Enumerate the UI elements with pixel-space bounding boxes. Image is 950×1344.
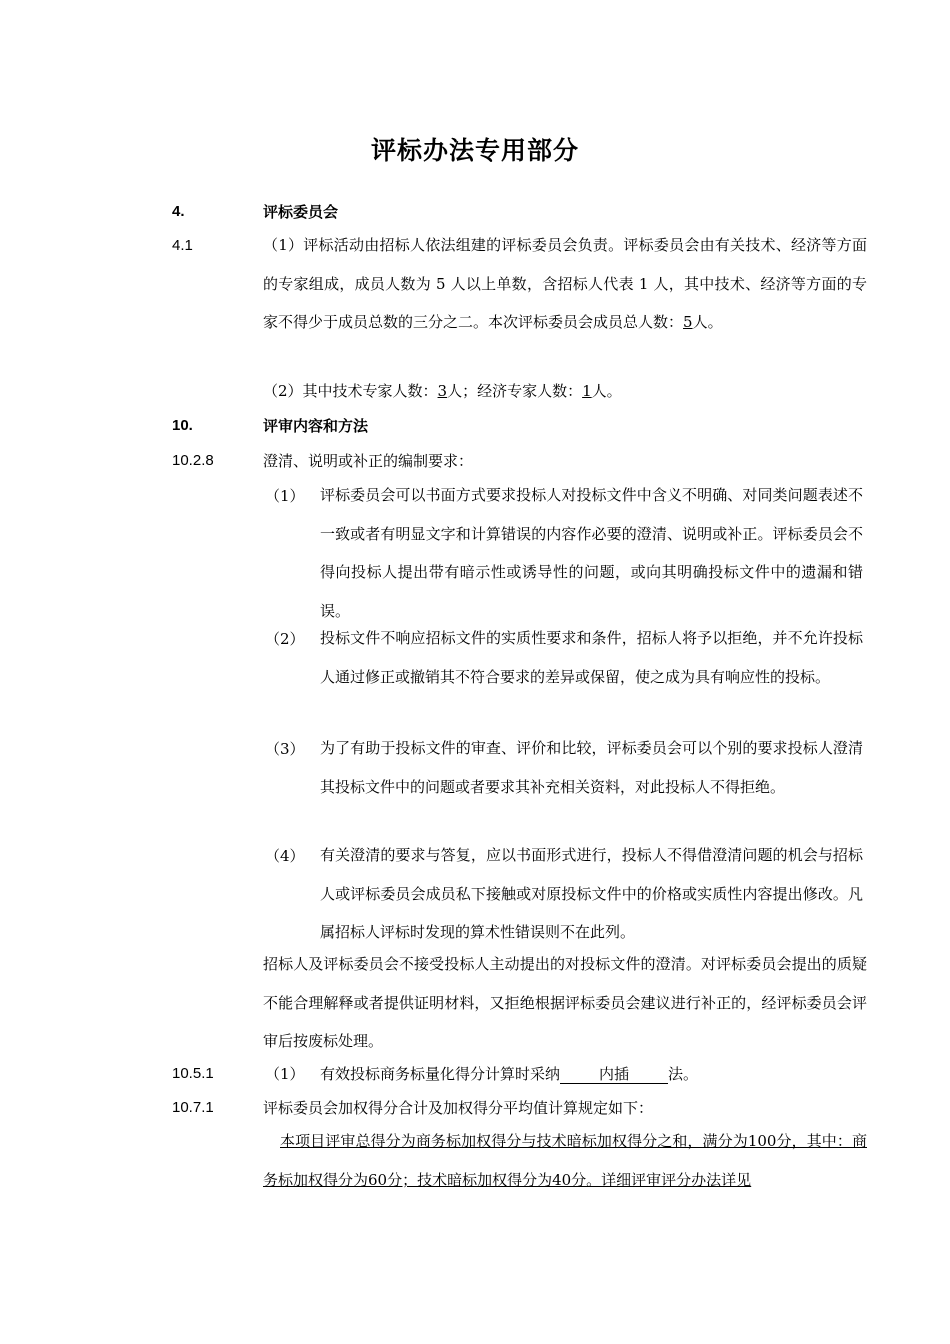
clarification-item-2-text: 投标文件不响应招标文件的实质性要求和条件，招标人将予以拒绝，并不允许投标人通过修正或撤销其不符合要求的差异或保留，使之成为具有响应性的投标。 bbox=[320, 629, 863, 686]
section-4-1-paragraph-1 bbox=[263, 226, 867, 342]
clarification-item-2-mark: （2） bbox=[265, 630, 305, 648]
econ-experts-value: 1 bbox=[582, 382, 592, 400]
scoring-method-label: 有效投标商务标量化得分计算时采纳 bbox=[320, 1065, 561, 1083]
clarification-item-1-mark: （1） bbox=[265, 487, 305, 505]
experts-text-end: 人。 bbox=[591, 382, 622, 400]
clarification-item-3-text: 为了有助于投标文件的审查、评价和比较，评标委员会可以个别的要求投标人澄清其投标文件中的问题或者要求其补充相关资料，对此投标人不得拒绝。 bbox=[320, 739, 863, 796]
section-4-1-paragraph-2 bbox=[263, 381, 622, 401]
section-10-7-1-body: 本项目评审总得分为商务标加权得分与技术暗标加权得分之和，满分为100分，其中：商务标加权得分为60分；技术暗标加权得分为40分。详细评审评分办法详见 bbox=[263, 1132, 867, 1189]
section-10-number: 10. bbox=[172, 417, 193, 434]
clarification-item-4-mark: （4） bbox=[265, 847, 305, 865]
section-10-2-8-number: 10.2.8 bbox=[172, 452, 214, 469]
scoring-method-suffix: 法。 bbox=[668, 1065, 699, 1083]
section-4-number: 4. bbox=[172, 203, 185, 220]
section-4-1-number: 4.1 bbox=[172, 237, 193, 254]
page-title: 评标办法专用部分 bbox=[370, 136, 579, 165]
section-10-heading: 评审内容和方法 bbox=[263, 417, 369, 435]
clarification-item-4-text: 有关澄清的要求与答复，应以书面形式进行，投标人不得借澄清问题的机会与招标人或评标委员会成员私下接触或对原投标文件中的价格或实质性内容提出修改。凡属招标人评标时发现的算术性错误则不在此列。 bbox=[320, 846, 863, 941]
committee-total-value: 5 bbox=[683, 313, 693, 331]
section-10-7-1-lead: 评标委员会加权得分合计及加权得分平均值计算规定如下： bbox=[263, 1099, 654, 1117]
section-10-2-8-lead: 澄清、说明或补正的编制要求： bbox=[263, 452, 474, 470]
section-10-5-1-text bbox=[320, 1064, 698, 1084]
tech-experts-label: （2）其中技术专家人数： bbox=[263, 382, 438, 400]
section-4-heading: 评标委员会 bbox=[263, 203, 339, 221]
committee-text-end: 人。 bbox=[692, 313, 723, 331]
section-10-7-1-number: 10.7.1 bbox=[172, 1099, 214, 1116]
tech-experts-value: 3 bbox=[437, 382, 448, 400]
clarification-tail-paragraph: 招标人及评标委员会不接受投标人主动提出的对投标文件的澄清。对评标委员会提出的质疑不能合理解释或者提供证明材料，又拒绝根据评标委员会建议进行补正的，经评标委员会评审后按废标处理。 bbox=[263, 955, 867, 1050]
section-10-5-1-mark: （1） bbox=[265, 1065, 305, 1083]
clarification-item-1-text: 评标委员会可以书面方式要求投标人对投标文件中含义不明确、对同类问题表述不一致或者有明显文字和计算错误的内容作必要的澄清、说明或补正。评标委员会不得向投标人提出带有暗示性或诱导性的问题，或向其明确投标文件中的遗漏和错误。 bbox=[320, 486, 863, 620]
section-10-5-1-number: 10.5.1 bbox=[172, 1065, 214, 1082]
clarification-item-3-mark: （3） bbox=[265, 740, 305, 758]
scoring-method-value: 内插 bbox=[560, 1065, 668, 1084]
committee-text: （1）评标活动由招标人依法组建的评标委员会负责。评标委员会由有关技术、经济等方面的专家组成，成员人数为 5 人以上单数，含招标人代表 1 人，其中技术、经济等方面的专家不得少于成员总数的三分之二。本次评标委员会成员总人数： bbox=[263, 236, 867, 331]
econ-experts-label: 人；经济专家人数： bbox=[447, 382, 583, 400]
